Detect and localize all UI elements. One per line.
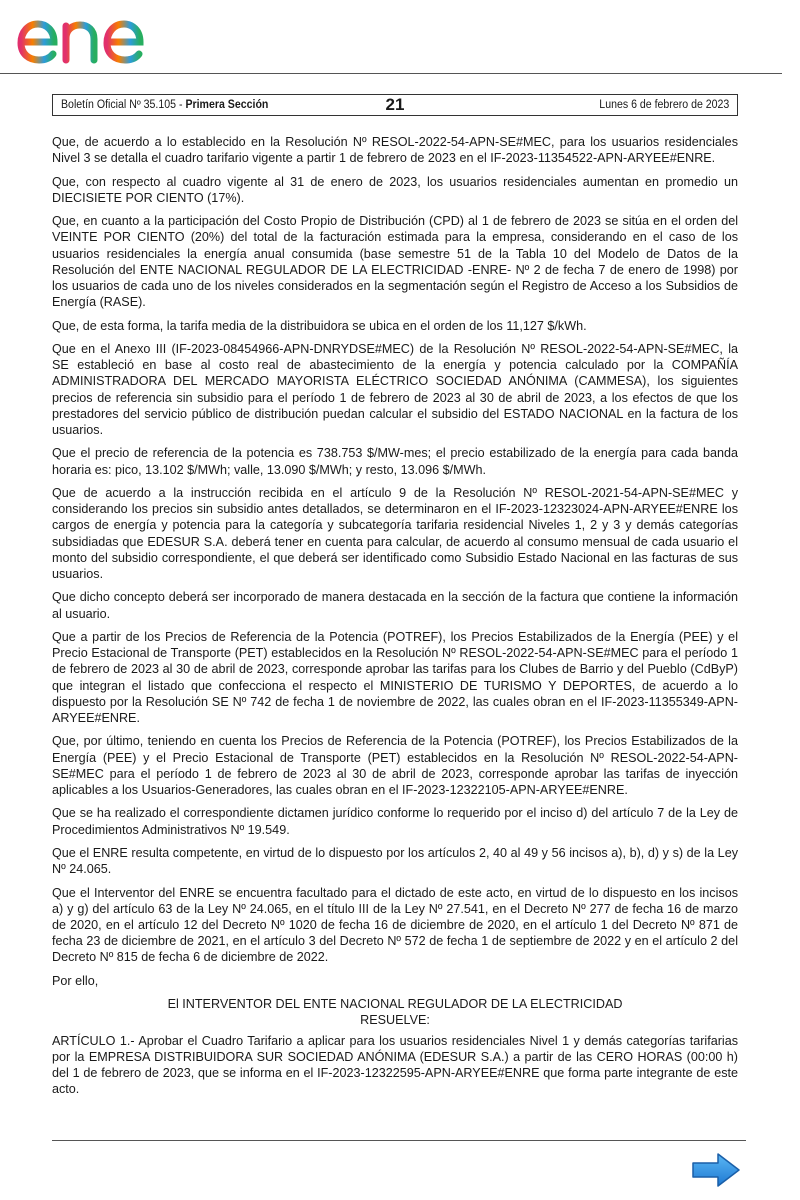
bulletin-number: Boletín Oficial Nº 35.105 [61,99,177,111]
article-1: ARTÍCULO 1.- Aprobar el Cuadro Tarifario a aplicar para los usuarios residenciales Nivel 1 y demás categorías tarifarias por la EMPRESA DISTRIBUIDORA SUR SOCIEDAD ANÓNIMA (EDESUR S.A.) a partir de las CERO HORAS (00:00 h) del 1 de febrero de 2023, que se informa en el IF-2023-12322595-APN-ARYEE#ENRE que forma parte integrante de este acto. [52,1033,738,1097]
bottom-divider [52,1140,746,1141]
page-number: 21 [385,95,405,114]
paragraph: Que, por último, teniendo en cuenta los Precios de Referencia de la Potencia (POTREF), los Precios Estabilizados de la Energía (PEE) y el Precio Estacional de Transporte (PET) establecidos en la Resolución Nº RESOL-2022-54-APN-SE#MEC para el período 1 de febrero de 2023 al 30 de abril de 2023, corresponde aprobar las tarifas de inyección aplicables a los Usuarios-Generadores, las cuales obran en el IF-2023-12322105-APN-ARYEE#ENRE. [52,734,738,797]
enel-logo [14,4,184,66]
paragraph: Que dicho concepto deberá ser incorporado de manera destacada en la sección de la factura que contiene la información al usuario. [52,590,738,621]
bulletin-date: Lunes 6 de febrero de 2023 [598,99,729,111]
resolution-heading: El INTERVENTOR DEL ENTE NACIONAL REGULADOR DE LA ELECTRICIDAD [167,997,623,1012]
bulletin-info: Boletín Oficial Nº 35.105 - Primera Sección [61,99,269,111]
paragraph: Por ello, [52,973,99,988]
arrow-right-icon[interactable] [690,1150,742,1190]
paragraph: Que, de acuerdo a lo establecido en la Resolución Nº RESOL-2022-54-APN-SE#MEC, para los usuarios residenciales Nivel 3 se detalla el cuadro tarifario vigente a partir 1 de febrero de 2023 en el IF-2023-11354522-APN-ARYEE#ENRE. [52,135,738,166]
paragraph: Que de acuerdo a la instrucción recibida en el artículo 9 de la Resolución Nº RESOL-2021-54-APN-SE#MEC y considerando los precios sin subsidio antes detallados, se determinaron en el IF-2023-12323024-APN-ARYEE#ENRE los cargos de energía y potencia para la categoría y subcategoría tarifaria residencial Niveles 1, 2 y 3 y demás categorías subsidiadas que EDESUR S.A. deberá tener en cuenta para calcular, de acuerdo al consumo mensual de cada usuario el monto del subsidio correspondiente, el que deberá ser identificado como Subsidio Estado Nacional en las facturas de sus usuarios. [52,485,738,581]
paragraph: Que el ENRE resulta competente, en virtud de lo dispuesto por los artículos 2, 40 al 49 y 56 incisos a), b), d) y s) de la Ley Nº 24.065. [52,845,738,877]
paragraph: Que, de esta forma, la tarifa media de la distribuidora se ubica en el orden de los 11,127 $/kWh. [52,318,587,333]
paragraph: Que, con respecto al cuadro vigente al 31 de enero de 2023, los usuarios residenciales aumentan en promedio un DIECISIETE POR CIENTO (17%). [52,174,738,205]
paragraph: Que a partir de los Precios de Referencia de la Potencia (POTREF), los Precios Estabilizados de la Energía (PEE) y el Precio Estacional de Transporte (PET) establecidos en la Resolución Nº RESOL-2022-54-APN-SE#MEC para el período 1 de febrero de 2023 al 30 de abril de 2023, corresponde aprobar las tarifas para los Clubes de Barrio y del Pueblo (CdByP) que integran el listado que confecciona el respecto el MINISTERIO DE TURISMO Y DEPORTES, de acuerdo a lo dispuesto por la Resolución SE Nº 742 de fecha 1 de noviembre de 2022, las cuales obran en el IF-2023-11355349-APN-ARYEE#ENRE. [52,629,738,725]
paragraph: Que en el Anexo III (IF-2023-08454966-APN-DNRYDSE#MEC) de la Resolución Nº RESOL-2022-54-APN-SE#MEC, la SE estableció en base al costo real de abastecimiento de la energía y potencia calculado por la COMPAÑÍA ADMINISTRADORA DEL MERCADO MAYORISTA ELÉCTRICO SOCIEDAD ANÓNIMA (CAMMESA), los siguientes precios de referencia sin subsidio para el período 1 de febrero de 2023 al 30 de abril de 2023, a los efectos de que los prestadores del servicio público de distribución puedan calcular el subsidio del ESTADO NACIONAL en la factura de los usuarios. [52,341,738,437]
document-body [52,134,738,1105]
bulletin-section: Primera Sección [185,99,269,111]
bulletin-header [52,94,738,116]
paragraph: Que se ha realizado el correspondiente dictamen jurídico conforme lo requerido por el inciso d) del artículo 7 de la Ley de Procedimientos Administrativos Nº 19.549. [52,806,738,837]
top-divider [0,73,782,74]
paragraph: Que, en cuanto a la participación del Costo Propio de Distribución (CPD) al 1 de febrero de 2023 se sitúa en el orden del VEINTE POR CIENTO (20%) del total de la facturación estimada para la empresa, considerando en el caso de los usuarios residenciales la energía anual consumida (base semestre 51 de la Tabla 10 del Modelo de Datos de la Resolución del ENTE NACIONAL REGULADOR DE LA ELECTRICIDAD -ENRE- Nº 2 de fecha 7 de enero de 1998) por los usuarios de cada uno de los niveles considerados en la segmentación según el Registro de Acceso a los Subsidios de Energía (RASE). [52,214,738,310]
paragraph: Que el precio de referencia de la potencia es 738.753 $/MW-mes; el precio estabilizado de la energía para cada banda horaria es: pico, 13.102 $/MWh; valle, 13.090 $/MWh; y resto, 13.096 $/MWh. [52,446,738,477]
paragraph: Que el Interventor del ENRE se encuentra facultado para el dictado de este acto, en virtud de lo dispuesto en los incisos a) y g) del artículo 63 de la Ley Nº 24.065, en el título III de la Ley Nº 27.541, en el Decreto Nº 277 de fecha 16 de marzo de 2020, en el artículo 12 del Decreto Nº 1020 de fecha 16 de diciembre de 2020, en el artículo 1 del Decreto Nº 871 de fecha 23 de diciembre de 2021, en el artículo 3 del Decreto Nº 572 de fecha 1 de septiembre de 2022 y en el artículo 2 del Decreto Nº 815 de fecha 6 de diciembre de 2022. [52,885,738,965]
resolution-verb: RESUELVE: [360,1013,430,1028]
